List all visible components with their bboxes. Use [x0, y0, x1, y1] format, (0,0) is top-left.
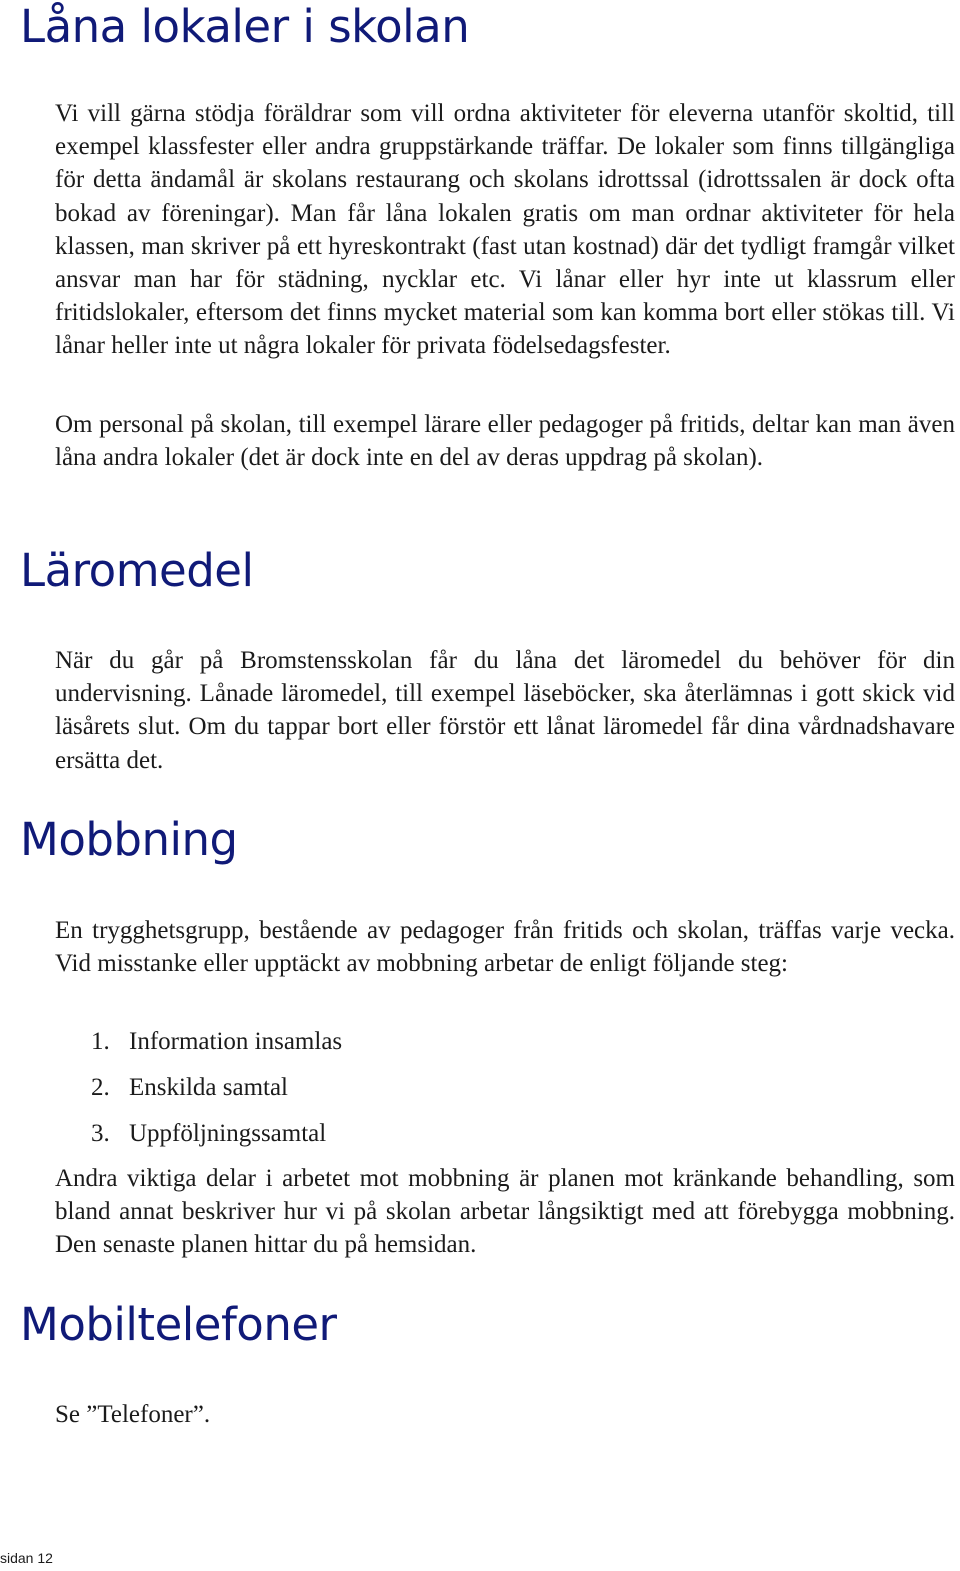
list-item-step-2	[91, 1071, 288, 1104]
list-text: Enskilda samtal	[129, 1074, 288, 1101]
list-number: 2.	[91, 1074, 110, 1101]
paragraph-lana-lokaler-1: Vi vill gärna stödja föräldrar som vill ordna aktiviteter för eleverna utanför skoltid, till exempel klassfester eller andra gruppstärkande träffar. De lokaler som finns tillgängliga för detta ändamål är skolans restaurang och skolans idrottssal (idrottssalen är dock ofta bokad av föreningar). Man får låna lokalen gratis om man ordnar aktiviteter för hela klassen, man skriver på ett hyreskontrakt (fast utan kostnad) där det tydligt framgår vilket ansvar man har för städning, nycklar etc. Vi lånar eller hyr inte ut klassrum eller fritidslokaler, eftersom det finns mycket material som kan komma bort eller stökas till. Vi lånar heller inte ut några lokaler för privata födelsedagsfester.	[55, 100, 955, 360]
list-text: Uppföljningssamtal	[129, 1120, 327, 1147]
paragraph-mobbning-intro: En trygghetsgrupp, bestående av pedagoger från fritids och skolan, träffas varje vecka. Vid misstanke eller upptäckt av mobbning arbetar de enligt följande steg:	[55, 917, 955, 978]
list-number: 3.	[91, 1120, 110, 1147]
list-number: 1.	[91, 1028, 110, 1055]
page-number: sidan 12	[0, 1550, 53, 1566]
list-text: Information insamlas	[129, 1028, 343, 1055]
list-item-step-1	[91, 1025, 342, 1058]
list-item-step-3	[91, 1117, 326, 1150]
section-heading-mobiltelefoner: Mobiltelefoner	[20, 1298, 337, 1351]
paragraph-laromedel: När du går på Bromstensskolan får du låna det läromedel du behöver för din undervisning. Lånade läromedel, till exempel läseböcker, ska återlämnas i gott skick vid läsårets slut. Om du tappar bort eller förstör ett lånat läromedel får dina vårdnadshavare ersätta det.	[55, 647, 955, 774]
section-heading-mobbning: Mobbning	[20, 813, 238, 866]
section-heading-lana-lokaler: Låna lokaler i skolan	[20, 0, 470, 53]
paragraph-lana-lokaler-2: Om personal på skolan, till exempel lärare eller pedagoger på fritids, deltar kan man även låna andra lokaler (det är dock inte en del av deras uppdrag på skolan).	[55, 411, 955, 472]
section-heading-laromedel: Läromedel	[20, 544, 254, 597]
paragraph-mobbning-outro: Andra viktiga delar i arbetet mot mobbning är planen mot kränkande behandling, som bland annat beskriver hur vi på skolan arbetar långsiktigt med att förebygga mobbning. Den senaste planen hittar du på hemsidan.	[55, 1165, 955, 1259]
paragraph-mobiltelefoner: Se ”Telefoner”.	[55, 1401, 211, 1428]
